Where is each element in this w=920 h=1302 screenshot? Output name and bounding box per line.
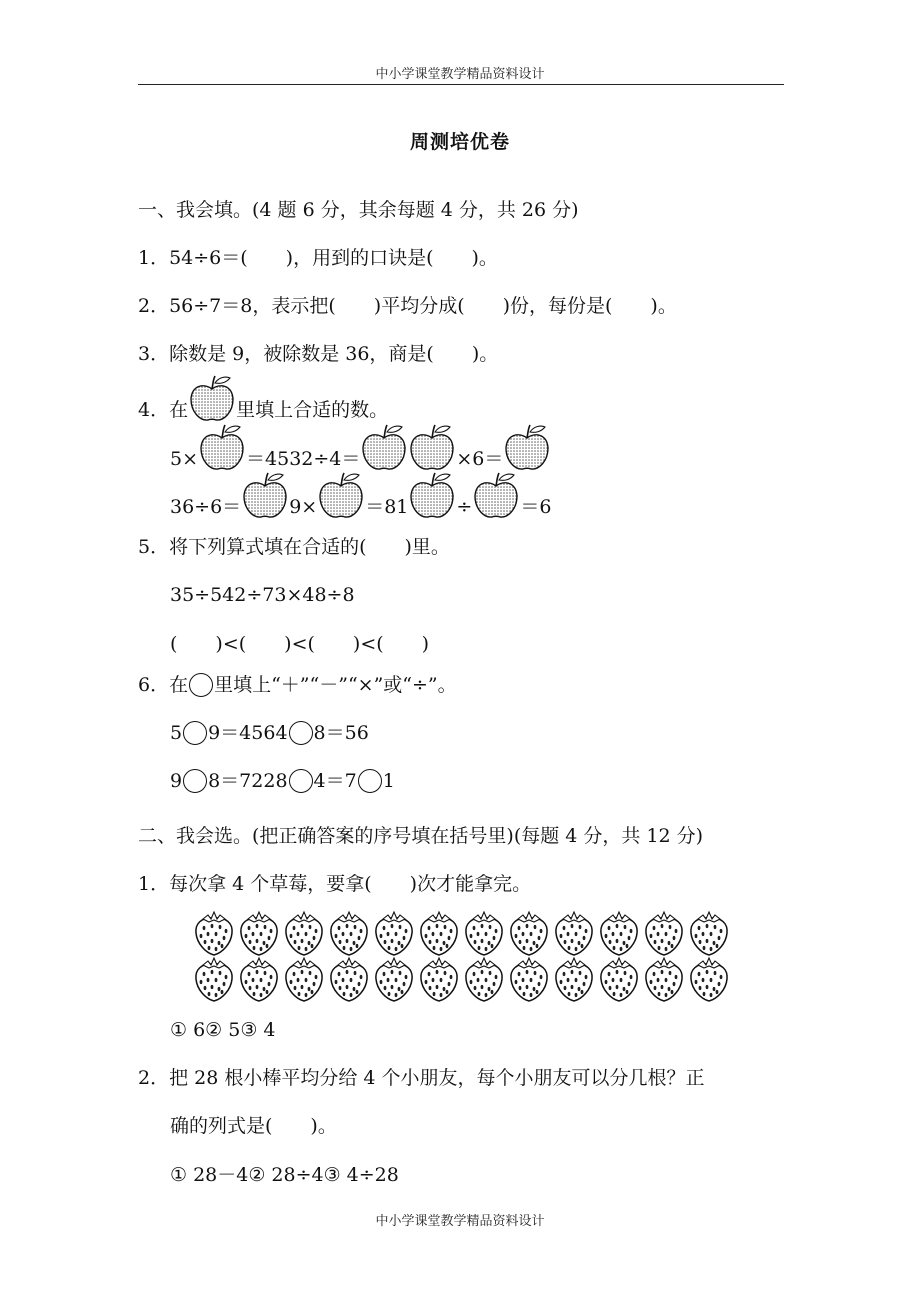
strawberry-icon [643,955,685,1002]
strawberry-icon [283,909,325,956]
strawberry-icon [418,955,460,1002]
question-1-2: 2．56÷7＝8，表示把( )平均分成( )份，每份是( )。 [138,295,677,317]
strawberry-icon [688,909,730,956]
question-1-1: 1．54÷6＝( )，用到的口诀是( )。 [138,247,498,269]
strawberry-icon [598,909,640,956]
q6-line2-d: 1 [382,770,395,792]
strawberry-icon [643,909,685,956]
q2-1-options[interactable]: ① 6② 5③ 4 [170,1019,276,1041]
circle-blank-2[interactable] [289,721,313,745]
apple-blank-1[interactable] [199,423,245,471]
strawberry-icon [193,955,235,1002]
q5-expressions: 35÷542÷73×48÷8 [170,584,355,606]
page-footer: 中小学课堂教学精品资料设计 [375,1214,545,1229]
question-2-1: 1．每次拿 4 个草莓，要拿( )次才能拿完。 [138,873,532,895]
q6-suffix: 里填上“＋”“－”“×”或“÷”。 [214,674,457,696]
q6-line2-b: 8＝7228 [208,770,288,792]
q6-line1-c: 8＝56 [313,722,369,744]
question-1-4-prompt [138,374,388,422]
strawberry-icon [238,955,280,1002]
apple-icon [189,374,235,422]
apple-blank-8[interactable] [473,471,519,519]
circle-blank-3[interactable] [183,769,207,793]
q4-line1-c: ×6＝ [456,448,504,470]
question-1-6-prompt [138,673,457,697]
q4-suffix: 里填上合适的数。 [236,399,389,421]
strawberry-icon [193,909,235,956]
circle-blank-1[interactable] [183,721,207,745]
section2-heading: 二、我会选。(把正确答案的序号填在括号里)(每题 4 分，共 12 分) [138,825,704,847]
q4-line2-a: 36÷6＝ [170,496,242,518]
question-1-6-line2 [170,769,395,793]
strawberry-icon [463,909,505,956]
q6-line1-b: 9＝4564 [208,722,288,744]
q6-line2-c: 4＝7 [313,770,357,792]
strawberry-row-2 [193,955,733,1002]
question-1-6-line1 [170,721,369,745]
q6-line1-a: 5 [170,722,183,744]
strawberry-icon [283,955,325,1002]
q4-line2-d: ÷ [456,496,473,518]
page-header: 中小学课堂教学精品资料设计 [375,67,545,82]
page-title: 周测培优卷 [409,131,510,153]
strawberry-icon [418,909,460,956]
q6-prefix: 6．在 [138,674,189,696]
strawberry-icon [238,909,280,956]
strawberry-icon [508,909,550,956]
apple-blank-3[interactable] [409,423,455,471]
strawberry-icon [553,909,595,956]
strawberry-row-1 [193,909,733,956]
q2-2-options[interactable]: ① 28－4② 28÷4③ 4÷28 [170,1164,399,1186]
apple-blank-4[interactable] [504,423,550,471]
question-2-2-line2: 确的列式是( )。 [170,1115,337,1137]
strawberry-icon [463,955,505,1002]
q5-blanks[interactable]: ( )<( )<( )<( ) [170,633,430,655]
q4-line2-e: ＝6 [520,496,552,518]
strawberry-icon [328,909,370,956]
q4-line2-b: 9× [289,496,318,518]
q6-line2-a: 9 [170,770,183,792]
section1-heading: 一、我会填。(4 题 6 分，其余每题 4 分，共 26 分) [138,199,579,221]
question-1-4-line2 [170,471,551,519]
circle-blank-5[interactable] [358,769,382,793]
q4-line1-a: 5× [170,448,199,470]
circle-blank-4[interactable] [289,769,313,793]
strawberry-icon [508,955,550,1002]
apple-blank-6[interactable] [318,471,364,519]
header-rule [138,84,784,85]
q4-line1-b: ＝4532÷4＝ [246,448,361,470]
question-2-2-line1: 2．把 28 根小棒平均分给 4 个小朋友，每个小朋友可以分几根？正 [138,1067,705,1089]
circle-icon [189,673,213,697]
question-1-4-line1 [170,423,551,471]
q4-prefix: 4．在 [138,399,189,421]
apple-blank-5[interactable] [242,471,288,519]
apple-blank-7[interactable] [409,471,455,519]
question-1-3: 3．除数是 9，被除数是 36，商是( )。 [138,343,499,365]
strawberry-icon [373,909,415,956]
q4-line2-c: ＝81 [365,496,409,518]
apple-blank-2[interactable] [361,423,407,471]
strawberry-icon [373,955,415,1002]
strawberry-icon [328,955,370,1002]
strawberry-icon [688,955,730,1002]
strawberry-icon [598,955,640,1002]
strawberry-icon [553,955,595,1002]
question-1-5: 5．将下列算式填在合适的( )里。 [138,536,450,558]
